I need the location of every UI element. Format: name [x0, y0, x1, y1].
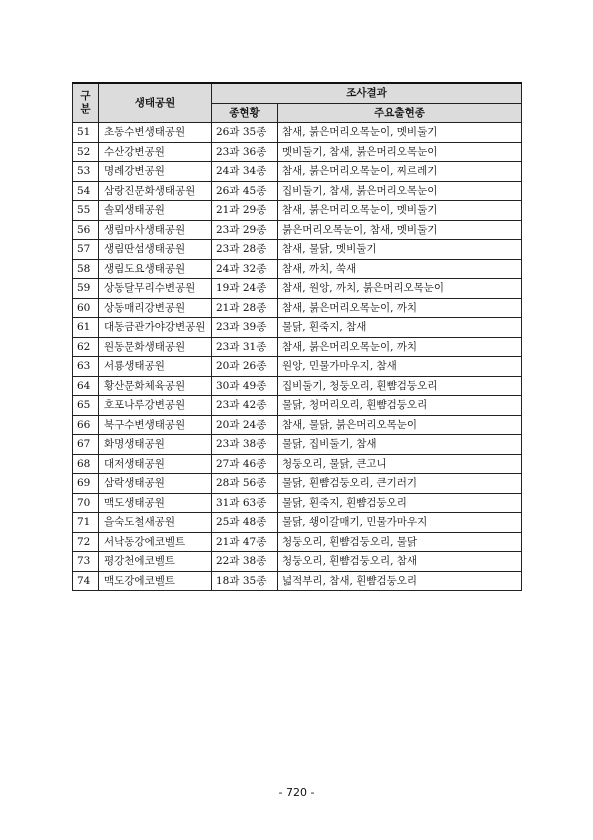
row-number-cell: 51 [73, 123, 99, 143]
park-name-cell: 원동문화생태공원 [99, 337, 212, 357]
row-number-cell: 56 [73, 220, 99, 240]
park-name-cell: 북구수변생태공원 [99, 415, 212, 435]
table-row [73, 474, 522, 494]
table-row [73, 337, 522, 357]
header-gubun [73, 83, 99, 123]
main-species-cell: 참새, 붉은머리오목눈이, 멧비둘기 [278, 201, 522, 221]
table-row [73, 123, 522, 143]
park-name-cell: 평강천에코벨트 [99, 552, 212, 572]
table-row [73, 279, 522, 299]
main-species-cell: 청둥오리, 흰뺨검둥오리, 참새 [278, 552, 522, 572]
row-number-cell: 63 [73, 357, 99, 377]
park-name-cell: 서룡생태공원 [99, 357, 212, 377]
species-count-cell: 26과 35종 [212, 123, 278, 143]
main-species-cell: 집비둘기, 참새, 붉은머리오목눈이 [278, 181, 522, 201]
main-species-cell: 참새, 물닭, 멧비둘기 [278, 240, 522, 260]
table-row [73, 435, 522, 455]
table-row [73, 513, 522, 533]
species-count-cell: 20과 24종 [212, 415, 278, 435]
park-name-cell: 솔뫼생태공원 [99, 201, 212, 221]
row-number-cell: 66 [73, 415, 99, 435]
main-species-cell: 물닭, 청머리오리, 흰뺨검둥오리 [278, 396, 522, 416]
row-number-cell: 52 [73, 142, 99, 162]
park-name-cell: 호포나루강변공원 [99, 396, 212, 416]
park-name-cell: 생림마사생태공원 [99, 220, 212, 240]
park-name-cell: 삼락생태공원 [99, 474, 212, 494]
species-count-cell: 21과 28종 [212, 298, 278, 318]
park-name-cell: 명례강변공원 [99, 162, 212, 182]
row-number-cell: 69 [73, 474, 99, 494]
park-name-cell: 서낙동강에코벨트 [99, 532, 212, 552]
table-row [73, 571, 522, 591]
park-name-cell: 초동수변생태공원 [99, 123, 212, 143]
row-number-cell: 72 [73, 532, 99, 552]
main-species-cell: 참새, 붉은머리오목눈이, 멧비둘기 [278, 123, 522, 143]
main-species-cell: 참새, 붉은머리오목눈이, 찌르레기 [278, 162, 522, 182]
species-count-cell: 23과 29종 [212, 220, 278, 240]
species-count-cell: 23과 39종 [212, 318, 278, 338]
row-number-cell: 68 [73, 454, 99, 474]
main-species-cell: 물닭, 집비둘기, 참새 [278, 435, 522, 455]
table-row [73, 357, 522, 377]
header-main-species: 주요출현종 [278, 103, 522, 123]
row-number-cell: 55 [73, 201, 99, 221]
species-count-cell: 31과 63종 [212, 493, 278, 513]
table-row [73, 162, 522, 182]
table-row [73, 376, 522, 396]
species-count-cell: 24과 34종 [212, 162, 278, 182]
park-name-cell: 상동매리강변공원 [99, 298, 212, 318]
species-count-cell: 21과 29종 [212, 201, 278, 221]
row-number-cell: 62 [73, 337, 99, 357]
main-species-cell: 넓적부리, 참새, 흰뺨검둥오리 [278, 571, 522, 591]
row-number-cell: 58 [73, 259, 99, 279]
park-name-cell: 대저생태공원 [99, 454, 212, 474]
main-species-cell: 집비둘기, 청둥오리, 흰뺨검둥오리 [278, 376, 522, 396]
table-row [73, 415, 522, 435]
table-row [73, 454, 522, 474]
park-name-cell: 화명생태공원 [99, 435, 212, 455]
species-count-cell: 24과 32종 [212, 259, 278, 279]
row-number-cell: 53 [73, 162, 99, 182]
main-species-cell: 멧비둘기, 참새, 붉은머리오목눈이 [278, 142, 522, 162]
page-number: - 720 - [278, 786, 315, 799]
table-row [73, 552, 522, 572]
table-row [73, 201, 522, 221]
park-name-cell: 대동금관가야강변공원 [99, 318, 212, 338]
table-body [73, 123, 522, 591]
species-count-cell: 23과 28종 [212, 240, 278, 260]
main-species-cell: 청둥오리, 물닭, 큰고니 [278, 454, 522, 474]
table-row [73, 220, 522, 240]
species-count-cell: 22과 38종 [212, 552, 278, 572]
table-row [73, 493, 522, 513]
row-number-cell: 67 [73, 435, 99, 455]
header-gubun-top: 구 [80, 90, 91, 102]
species-count-cell: 28과 56종 [212, 474, 278, 494]
row-number-cell: 54 [73, 181, 99, 201]
species-count-cell: 23과 31종 [212, 337, 278, 357]
species-count-cell: 25과 48종 [212, 513, 278, 533]
row-number-cell: 70 [73, 493, 99, 513]
species-count-cell: 20과 26종 [212, 357, 278, 377]
table-row [73, 240, 522, 260]
row-number-cell: 65 [73, 396, 99, 416]
park-name-cell: 상동달무리수변공원 [99, 279, 212, 299]
species-count-cell: 26과 45종 [212, 181, 278, 201]
row-number-cell: 74 [73, 571, 99, 591]
main-species-cell: 청둥오리, 흰뺨검둥오리, 물닭 [278, 532, 522, 552]
species-count-cell: 27과 46종 [212, 454, 278, 474]
table-row [73, 142, 522, 162]
main-species-cell: 참새, 물닭, 붉은머리오목눈이 [278, 415, 522, 435]
main-species-cell: 참새, 붉은머리오목눈이, 까치 [278, 337, 522, 357]
park-name-cell: 생림딴섬생태공원 [99, 240, 212, 260]
header-gubun-bottom: 분 [80, 103, 91, 115]
main-species-cell: 물닭, 흰죽지, 흰뺨검둥오리 [278, 493, 522, 513]
species-count-cell: 23과 42종 [212, 396, 278, 416]
row-number-cell: 64 [73, 376, 99, 396]
header-species-count: 종현황 [212, 103, 278, 123]
species-count-cell: 23과 36종 [212, 142, 278, 162]
species-count-cell: 19과 24종 [212, 279, 278, 299]
table-row [73, 298, 522, 318]
row-number-cell: 71 [73, 513, 99, 533]
main-species-cell: 원앙, 민물가마우지, 참새 [278, 357, 522, 377]
main-species-cell: 참새, 원앙, 까치, 붉은머리오목눈이 [278, 279, 522, 299]
table-row [73, 532, 522, 552]
main-species-cell: 물닭, 흰죽지, 참새 [278, 318, 522, 338]
species-count-cell: 21과 47종 [212, 532, 278, 552]
park-name-cell: 황산문화체육공원 [99, 376, 212, 396]
survey-results-table [72, 82, 522, 591]
park-name-cell: 수산강변공원 [99, 142, 212, 162]
park-name-cell: 맥도생태공원 [99, 493, 212, 513]
park-name-cell: 맥도강에코벨트 [99, 571, 212, 591]
row-number-cell: 73 [73, 552, 99, 572]
row-number-cell: 59 [73, 279, 99, 299]
row-number-cell: 60 [73, 298, 99, 318]
table-row [73, 396, 522, 416]
species-count-cell: 18과 35종 [212, 571, 278, 591]
header-park: 생태공원 [99, 83, 212, 123]
main-species-cell: 참새, 붉은머리오목눈이, 까치 [278, 298, 522, 318]
park-name-cell: 을숙도철새공원 [99, 513, 212, 533]
main-species-cell: 참새, 까치, 쑥새 [278, 259, 522, 279]
main-species-cell: 물닭, 흰뺨검둥오리, 큰기러기 [278, 474, 522, 494]
species-count-cell: 30과 49종 [212, 376, 278, 396]
row-number-cell: 57 [73, 240, 99, 260]
park-name-cell: 삼랑진문화생태공원 [99, 181, 212, 201]
main-species-cell: 붉은머리오목눈이, 참새, 멧비둘기 [278, 220, 522, 240]
table-row [73, 181, 522, 201]
main-species-cell: 물닭, 쇙이갈매기, 민물가마우지 [278, 513, 522, 533]
header-survey-results: 조사결과 [212, 83, 522, 103]
row-number-cell: 61 [73, 318, 99, 338]
table-row [73, 318, 522, 338]
table-row [73, 259, 522, 279]
park-name-cell: 생림도요생태공원 [99, 259, 212, 279]
species-count-cell: 23과 38종 [212, 435, 278, 455]
